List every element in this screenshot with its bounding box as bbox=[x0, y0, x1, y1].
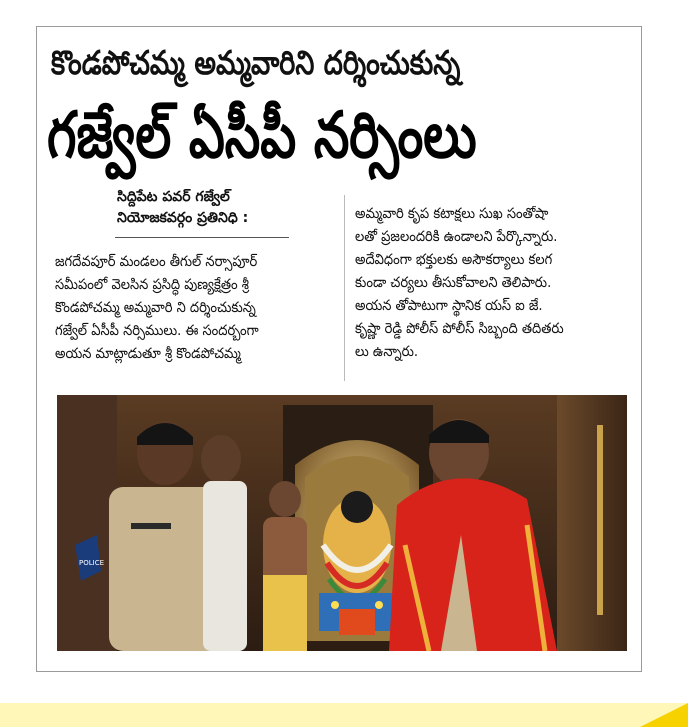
article-subheadline: కొండపోచమ్మ అమ్మవారిని దర్శించుకున్న bbox=[51, 43, 461, 82]
body-line: కృష్ణా రెడ్డి పోలీస్ పోలీస్ సిబ్బంది తదితరు bbox=[355, 321, 564, 337]
body-line: జగదేవపూర్ మండలం తీగుల్ నర్సాపూర్ bbox=[55, 254, 258, 270]
byline-line: నియోజకవర్గం ప్రతినిధి : bbox=[117, 210, 249, 226]
body-column-left bbox=[55, 251, 339, 366]
body-line: లతో ప్రజలందరికి ఉండాలని పేర్కొన్నారు. bbox=[355, 229, 558, 245]
body-line: కుండా చర్యలు తీసుకోవాలని తెలిపారు. bbox=[355, 275, 552, 291]
body-line: గజ్వేల్ ఏసీపీ నర్సిములు. ఈ సందర్బంగా bbox=[55, 323, 259, 339]
police-badge-text: POLICE bbox=[79, 559, 105, 567]
body-line: లు ఉన్నారు. bbox=[355, 344, 419, 360]
article-headline: గజ్వేల్ ఏసీపీ నర్సింలు bbox=[47, 99, 477, 173]
bottom-accent-triangle bbox=[640, 703, 688, 727]
newspaper-clipping bbox=[36, 26, 642, 672]
body-line: అయన మాట్లాడుతూ శ్రీ కొండపోచమ్మ bbox=[55, 346, 241, 362]
bottom-color-band bbox=[0, 703, 688, 727]
body-line: అమ్మవారి కృప కటాక్షలు సుఖ సంతోషా bbox=[355, 206, 549, 222]
column-divider bbox=[344, 195, 345, 381]
body-column-right bbox=[355, 203, 631, 364]
body-line: అదేవిధంగా భక్తులకు అసౌకర్యాలు కలగ bbox=[355, 252, 553, 268]
body-line: కొండపోచమ్మ అమ్మవారి ని దర్శించుకున్న bbox=[55, 300, 256, 316]
body-line: అయన తోపాటుగా స్థానిక యస్ ఐ జే. bbox=[355, 298, 543, 314]
temple-photo-illustration bbox=[57, 395, 627, 651]
article-byline bbox=[117, 187, 277, 229]
body-line: సమీపంలో వెలసిన ప్రసిద్ధి పుణ్యక్షేత్రం శ్రీ bbox=[55, 277, 249, 293]
byline-underline bbox=[115, 237, 289, 238]
article-photo bbox=[57, 395, 627, 651]
byline-line: సిద్దిపేట పవర్ గజ్వేల్ bbox=[117, 189, 230, 205]
